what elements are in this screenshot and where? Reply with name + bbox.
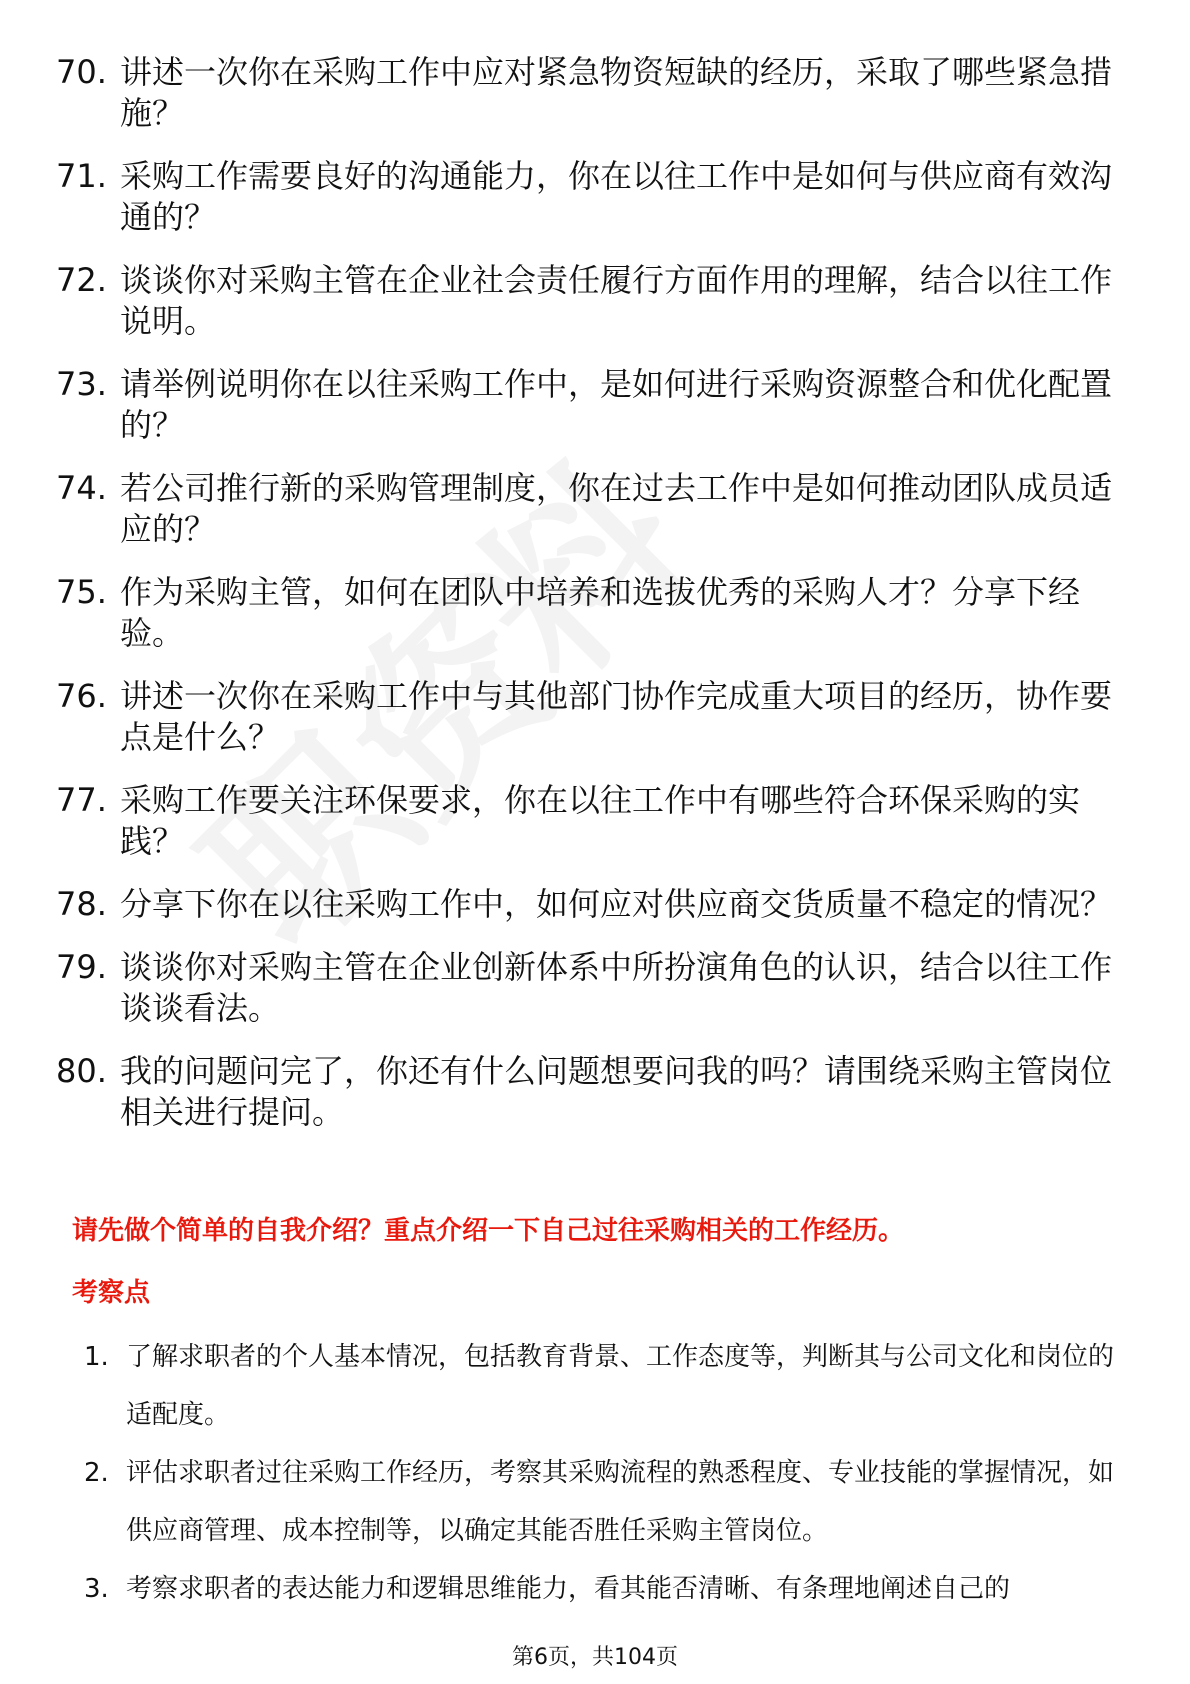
point-text: 了解求职者的个人基本情况，包括教育背景、工作态度等，判断其与公司文化和岗位的适配度。	[126, 1342, 1115, 1430]
list-item	[84, 1444, 1114, 1560]
question-text: 我的问题问完了，你还有什么问题想要问我的吗？请围绕采购主管岗位相关进行提问。	[120, 1052, 1113, 1131]
point-number: 2.	[84, 1458, 109, 1488]
question-number: 72.	[56, 261, 107, 299]
question-number: 74.	[56, 469, 107, 507]
list-item	[56, 52, 1116, 134]
assessment-points	[84, 1328, 1114, 1618]
question-text: 分享下你在以往采购工作中，如何应对供应商交货质量不稳定的情况？	[120, 885, 1113, 923]
list-item	[84, 1328, 1114, 1444]
list-item	[56, 676, 1116, 758]
question-number: 70.	[56, 53, 107, 91]
question-number: 76.	[56, 677, 107, 715]
list-item	[56, 156, 1116, 238]
question-text: 采购工作需要良好的沟通能力，你在以往工作中是如何与供应商有效沟通的？	[120, 157, 1113, 236]
list-item	[56, 1051, 1116, 1133]
list-item	[56, 364, 1116, 446]
question-number: 80.	[56, 1052, 107, 1090]
point-text: 考察求职者的表达能力和逻辑思维能力，看其能否清晰、有条理地阐述自己的	[126, 1574, 1011, 1604]
question-list	[56, 52, 1116, 1155]
question-text: 请举例说明你在以往采购工作中，是如何进行采购资源整合和优化配置的？	[120, 365, 1113, 444]
list-item	[56, 572, 1116, 654]
question-text: 讲述一次你在采购工作中应对紧急物资短缺的经历，采取了哪些紧急措施？	[120, 53, 1113, 132]
list-item	[56, 260, 1116, 342]
question-text: 若公司推行新的采购管理制度，你在过去工作中是如何推动团队成员适应的？	[120, 469, 1113, 548]
section-title: 考察点	[72, 1278, 151, 1308]
question-number: 79.	[56, 948, 107, 986]
question-text: 讲述一次你在采购工作中与其他部门协作完成重大项目的经历，协作要点是什么？	[120, 677, 1113, 756]
question-text: 谈谈你对采购主管在企业创新体系中所扮演角色的认识，结合以往工作谈谈看法。	[120, 948, 1113, 1027]
question-number: 73.	[56, 365, 107, 403]
point-number: 1.	[84, 1342, 109, 1372]
question-number: 78.	[56, 885, 107, 923]
point-number: 3.	[84, 1574, 109, 1604]
list-item	[84, 1560, 1114, 1618]
list-item	[56, 780, 1116, 862]
page-footer: 第6页，共104页	[512, 1645, 678, 1670]
question-text: 谈谈你对采购主管在企业社会责任履行方面作用的理解，结合以往工作说明。	[120, 261, 1113, 340]
point-text: 评估求职者过往采购工作经历，考察其采购流程的熟悉程度、专业技能的掌握情况，如供应商管理、成本控制等，以确定其能否胜任采购主管岗位。	[126, 1458, 1115, 1546]
question-number: 71.	[56, 157, 107, 195]
list-item	[56, 468, 1116, 550]
question-text: 采购工作要关注环保要求，你在以往工作中有哪些符合环保采购的实践？	[120, 781, 1081, 860]
question-number: 75.	[56, 573, 107, 611]
list-item	[56, 884, 1116, 925]
list-item	[56, 947, 1116, 1029]
question-number: 77.	[56, 781, 107, 819]
question-text: 作为采购主管，如何在团队中培养和选拔优秀的采购人才？分享下经验。	[120, 573, 1081, 652]
highlight-question: 请先做个简单的自我介绍？重点介绍一下自己过往采购相关的工作经历。	[72, 1216, 905, 1246]
